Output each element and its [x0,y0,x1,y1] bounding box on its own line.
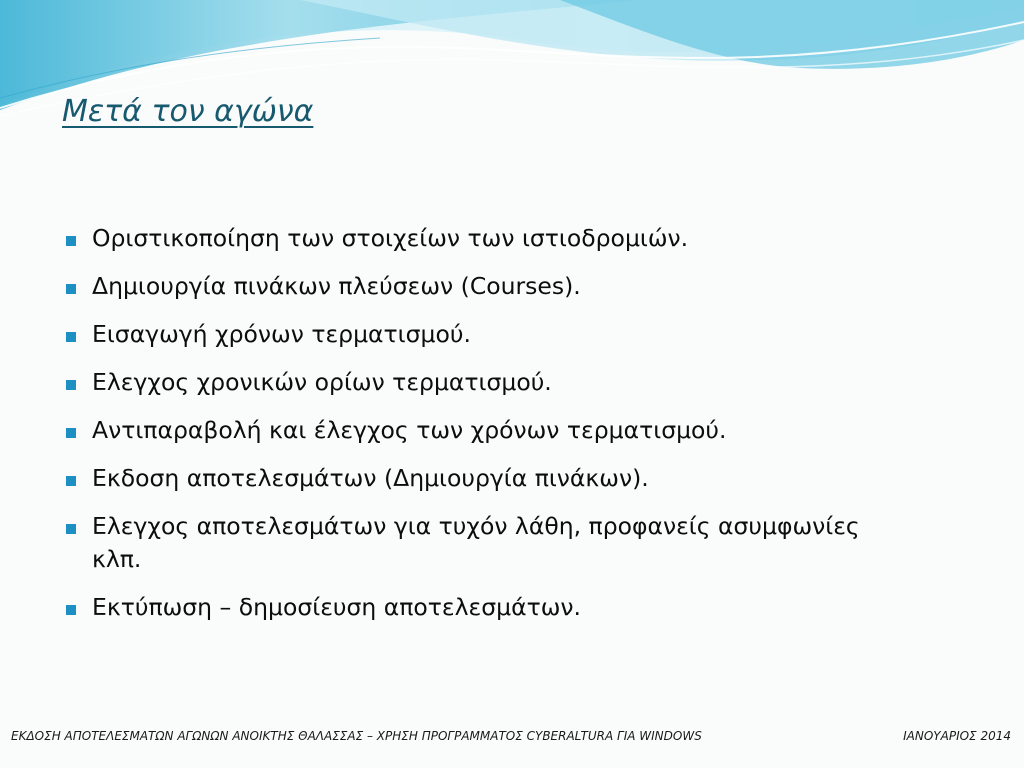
bullet-list [62,222,882,639]
bullet-text: Αντιπαραβολή και έλεγχος των χρόνων τερματισμού. [92,416,727,444]
bullet-text: Ελεγχος αποτελεσμάτων για τυχόν λάθη, προφανείς ασυμφωνίες κλπ. [92,512,860,573]
bullet-item [62,270,882,303]
bullet-item [62,318,882,351]
bullet-text: Εκτύπωση – δημοσίευση αποτελεσμάτων. [92,593,581,621]
bullet-text: Ελεγχος χρονικών ορίων τερματισμού. [92,368,552,396]
footer-title: ΕΚΔΟΣΗ ΑΠΟΤΕΛΕΣΜΑΤΩΝ ΑΓΩΝΩΝ ΑΝΟΙΚΤΗΣ ΘΑΛΑΣΣΑΣ – ΧΡΗΣΗ ΠΡΟΓΡΑΜΜΑΤΟΣ CYBERALTURA ΓΙΑ WINDOWS [11,729,702,743]
square-bullet-icon [66,605,76,615]
bullet-item [62,414,882,447]
bullet-item [62,462,882,495]
square-bullet-icon [66,236,76,246]
bullet-item [62,366,882,399]
bullet-item [62,510,882,576]
square-bullet-icon [66,428,76,438]
square-bullet-icon [66,332,76,342]
bullet-text: Εκδοση αποτελεσμάτων (Δημιουργία πινάκων). [92,464,649,492]
square-bullet-icon [66,476,76,486]
footer-date: ΙΑΝΟΥΑΡΙΟΣ 2014 [903,729,1011,743]
bullet-item [62,591,882,624]
bullet-item [62,222,882,255]
bullet-text: Δημιουργία πινάκων πλεύσεων (Courses). [92,272,581,300]
square-bullet-icon [66,524,76,534]
slide-title: Μετά τον αγώνα [62,94,314,129]
square-bullet-icon [66,380,76,390]
square-bullet-icon [66,284,76,294]
bullet-text: Εισαγωγή χρόνων τερματισμού. [92,320,471,348]
bullet-text: Οριστικοποίηση των στοιχείων των ιστιοδρομιών. [92,224,689,252]
